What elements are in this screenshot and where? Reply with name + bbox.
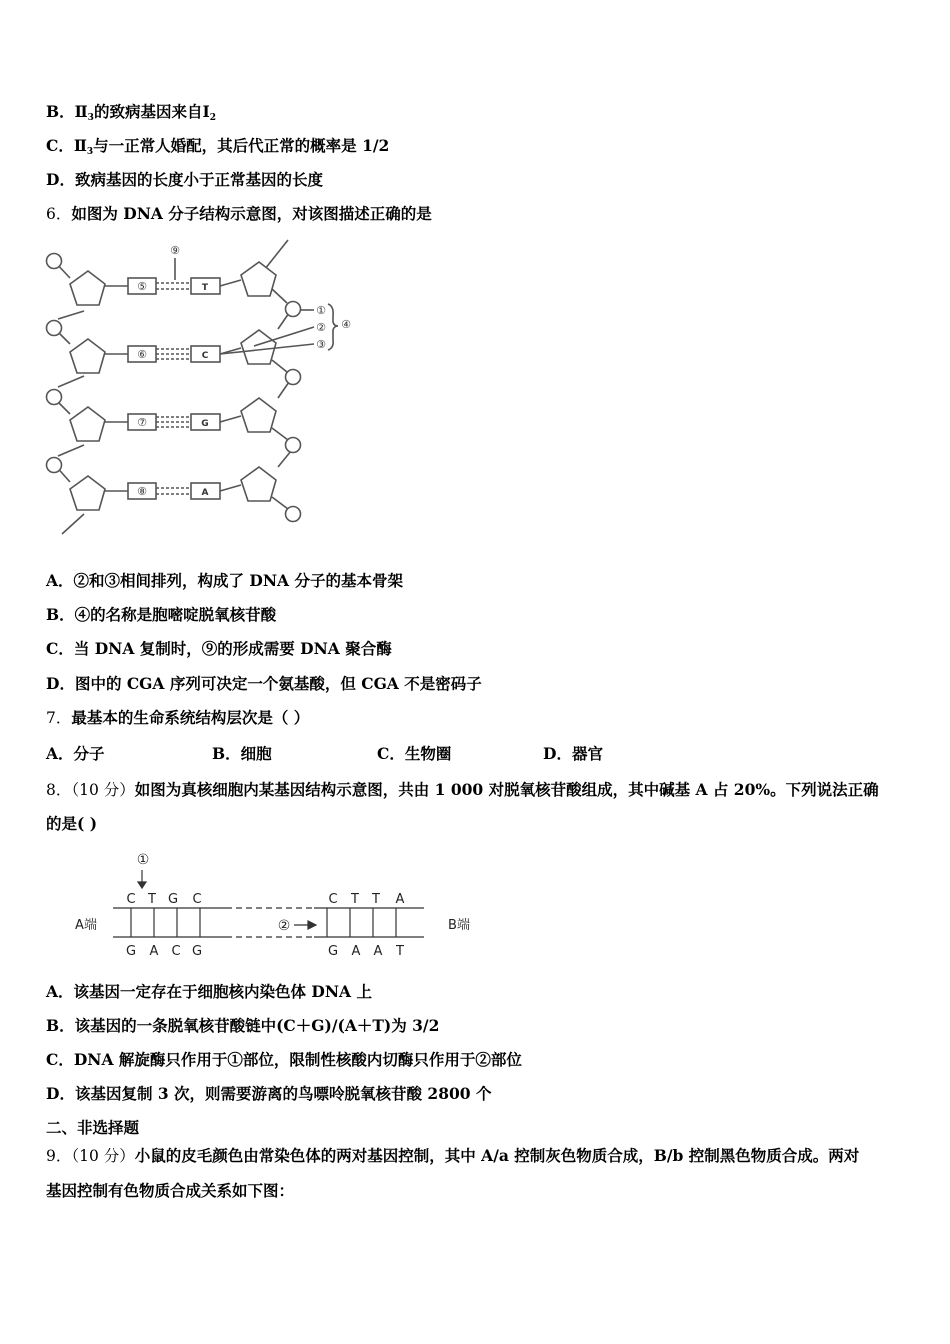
base-label-6: ⑥ bbox=[137, 348, 147, 361]
section-heading: 二、非选择题 bbox=[46, 1118, 140, 1137]
q6-option-c: C．当 DNA 复制时，⑨的形成需要 DNA 聚合酶 bbox=[46, 639, 392, 658]
q7-option-b: B．细胞 bbox=[212, 744, 272, 763]
base-g: G bbox=[201, 419, 209, 429]
top-base: T bbox=[372, 892, 380, 907]
top-base: T bbox=[351, 892, 359, 907]
end-b-label: B端 bbox=[448, 918, 470, 933]
bottom-base: A bbox=[149, 944, 159, 959]
label-1: ① bbox=[316, 304, 326, 317]
label-3: ③ bbox=[316, 338, 326, 351]
q7-option-a: A．分子 bbox=[46, 744, 105, 763]
q8-option-c: C．DNA 解旋酶只作用于①部位，限制性核酸内切酶只作用于②部位 bbox=[46, 1050, 522, 1069]
dna-structure-figure bbox=[36, 236, 366, 548]
option-b-top: B．$Ⅱ_3$的致病基因来自$Ⅰ_2$ bbox=[46, 102, 216, 123]
base-label-7: ⑦ bbox=[137, 416, 147, 429]
label-2: ② bbox=[316, 321, 326, 334]
q8-option-a: A．该基因一定存在于细胞核内染色体 DNA 上 bbox=[46, 982, 372, 1001]
option-c-top: C．$Ⅱ_3$与一正常人婚配，其后代正常的概率是 1/2 bbox=[46, 136, 390, 157]
question-6-stem: 6．如图为 DNA 分子结构示意图，对该图描述正确的是 bbox=[46, 204, 432, 223]
q7-option-d: D．器官 bbox=[543, 744, 603, 763]
q6-option-d: D．图中的 CGA 序列可决定一个氨基酸，但 CGA 不是密码子 bbox=[46, 674, 482, 693]
base-label-8: ⑧ bbox=[137, 485, 147, 498]
bottom-base: A bbox=[351, 944, 361, 959]
q6-option-b: B．④的名称是胞嘧啶脱氧核苷酸 bbox=[46, 605, 277, 624]
q6-option-a: A．②和③相间排列，构成了 DNA 分子的基本骨架 bbox=[46, 571, 403, 590]
bottom-base: G bbox=[125, 944, 137, 959]
question-9-stem-line1: 9．（10 分）小鼠的皮毛颜色由常染色体的两对基因控制，其中 A/a 控制灰色物质合成，B/b 控制黑色物质合成。两对 bbox=[46, 1146, 860, 1165]
base-t: T bbox=[201, 283, 209, 293]
top-base: G bbox=[167, 892, 179, 907]
question-8-stem-line1: 8．（10 分）如图为真核细胞内某基因结构示意图，共由 1 000 对脱氧核苷酸组成，其中碱基 A 占 20%。下列说法正确 bbox=[46, 780, 879, 799]
top-base: C bbox=[328, 892, 338, 907]
site-2-label: ② bbox=[277, 918, 291, 934]
site-1-label: ① bbox=[136, 852, 150, 868]
bottom-base: A bbox=[373, 944, 383, 959]
top-base: A bbox=[395, 892, 405, 907]
bottom-base: G bbox=[191, 944, 203, 959]
top-base: T bbox=[148, 892, 156, 907]
q7-option-c: C．生物圈 bbox=[377, 744, 452, 763]
question-8-stem-line2: 的是( ) bbox=[46, 814, 98, 833]
label-9: ⑨ bbox=[170, 244, 180, 257]
q8-option-d: D．该基因复制 3 次，则需要游离的鸟嘌呤脱氧核苷酸 2800 个 bbox=[46, 1084, 492, 1103]
question-9-stem-line2: 基因控制有色物质合成关系如下图： bbox=[46, 1181, 295, 1200]
bottom-base: G bbox=[327, 944, 339, 959]
base-a: A bbox=[201, 488, 209, 498]
question-7-stem: 7．最基本的生命系统结构层次是（ ） bbox=[46, 708, 310, 727]
option-d-top: D．致病基因的长度小于正常基因的长度 bbox=[46, 170, 323, 189]
q8-option-b: B．该基因的一条脱氧核苷酸链中(C＋G)/(A＋T)为 3/2 bbox=[46, 1016, 440, 1035]
base-label-5: ⑤ bbox=[137, 280, 147, 293]
bottom-base: C bbox=[171, 944, 181, 959]
top-base: C bbox=[126, 892, 136, 907]
gene-structure-figure bbox=[66, 848, 486, 963]
bottom-base: T bbox=[396, 944, 404, 959]
top-base: C bbox=[192, 892, 202, 907]
label-4: ④ bbox=[341, 318, 351, 331]
base-c: C bbox=[201, 351, 209, 361]
end-a-label: A端 bbox=[75, 918, 97, 933]
